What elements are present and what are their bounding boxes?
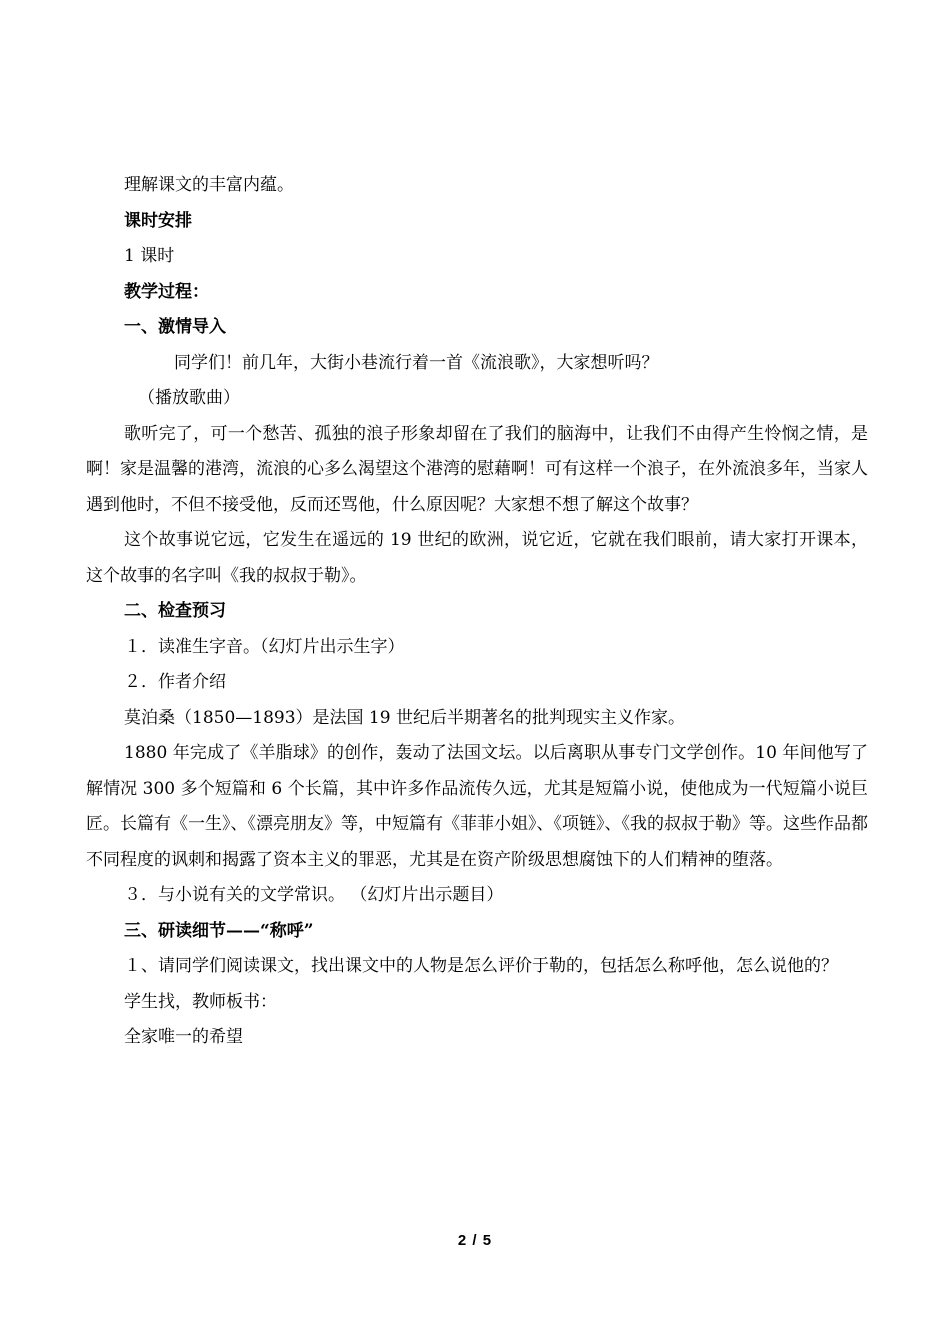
paragraph-text: （播放歌曲） bbox=[138, 388, 240, 408]
paragraph-text: 全家唯一的希望 bbox=[124, 1027, 243, 1047]
list-item: １．读准生字音。（幻灯片出示生字） bbox=[124, 636, 405, 657]
paragraph-text: 这个故事说它远，它发生在遥远的 19 世纪的欧洲，说它近，它就在我们眼前，请大家打开课本，这个故事的名字叫《我的叔叔于勒》。 bbox=[86, 530, 868, 586]
paragraph-text: 学生找，教师板书： bbox=[124, 991, 277, 1012]
paragraph-text: 莫泊桑（1850—1893）是法国 19 世纪后半期著名的批判现实主义作家。 bbox=[124, 707, 685, 728]
section-heading-details: 三、研读细节——“称呼” bbox=[124, 920, 314, 941]
paragraph-text: 理解课文的丰富内蕴。 bbox=[124, 175, 294, 195]
section-heading-preview: 二、检查预习 bbox=[124, 601, 226, 621]
document-body bbox=[86, 168, 868, 1056]
paragraph-text: 1880 年完成了《羊脂球》的创作，轰动了法国文坛。以后离职从事专门文学创作。10 年间他写了解情况 300 多个短篇和 6 个长篇，其中许多作品流传久远，尤其是短篇小说，使他成为一代短篇小说巨匠。长篇有《一生》、《漂亮朋友》等，中短篇有《菲菲小姐》、《项链》、《我的叔叔于勒》等。这些作品都不同程度的讽刺和揭露了资本主义的罪恶，尤其是在资产阶级思想腐蚀下的人们精神的堕落。 bbox=[86, 743, 868, 870]
section-heading-process: 教学过程： bbox=[124, 281, 209, 302]
paragraph-text: 1 课时 bbox=[124, 246, 175, 266]
paragraph-text: １、请同学们阅读课文，找出课文中的人物是怎么评价于勒的，包括怎么称呼他，怎么说他的？ bbox=[124, 956, 838, 976]
paragraph-text: 歌听完了，可一个愁苦、孤独的浪子形象却留在了我们的脑海中，让我们不由得产生怜悯之情，是啊！家是温馨的港湾，流浪的心多么渴望这个港湾的慰藉啊！可有这样一个浪子，在外流浪多年，当家人遇到他时，不但不接受他，反而还骂他，什么原因呢？大家想不想了解这个故事？ bbox=[86, 423, 868, 515]
paragraph-text: 同学们！前几年，大街小巷流行着一首《流浪歌》，大家想听吗？ bbox=[174, 352, 659, 373]
page-number: 2 / 5 bbox=[457, 1232, 493, 1249]
list-item: ３．与小说有关的文学常识。 （幻灯片出示题目） bbox=[124, 885, 504, 905]
section-heading-intro: 一、激情导入 bbox=[124, 317, 226, 337]
list-item: ２．作者介绍 bbox=[124, 672, 226, 692]
section-heading-schedule: 课时安排 bbox=[124, 210, 192, 231]
